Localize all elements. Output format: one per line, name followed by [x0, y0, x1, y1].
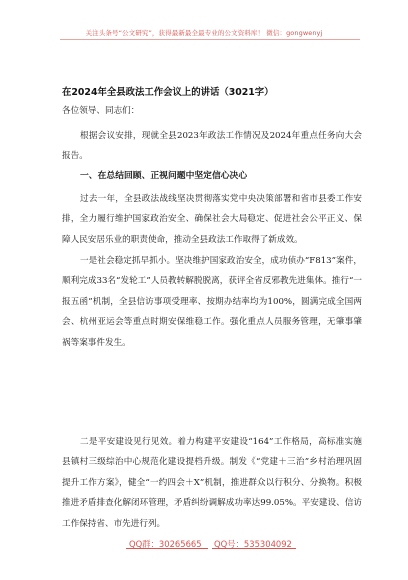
- salutation: 各位领导、同志们：: [62, 106, 140, 116]
- paragraph-safety: 二是平安建设见行见效。着力构建平安建设“164”工作格局，高标准实施县镇村三级综治中心规范化建设提档升级。制发《“党建＋三治”乡村治理巩固提升工作方案》，健全“一约四会＋X”机制，推进群众以行积分、分换物。积极推进矛盾排查化解闭环管理，矛盾纠纷调解成功率达99.05%。平安建设、信访工作保持省、市先进行列。: [62, 437, 362, 529]
- footer-underline-1: [126, 548, 208, 549]
- header-banner: 关注头条号“公文研究”，获得最新最全最专业的公文资料库！ 微信：gongwenyj: [85, 29, 323, 37]
- section-heading-1: 一、在总结回顾、正视问题中坚定信心决心: [80, 171, 248, 181]
- footer-qq-number[interactable]: QQ号：535304092: [214, 539, 292, 549]
- paragraph-intro: 根据会议安排，现就全县2023年政法工作情况及2024年重点任务向大会报告。: [62, 131, 362, 162]
- footer-qq-group[interactable]: QQ群：30265665: [129, 539, 202, 549]
- paragraph-review: 过去一年，全县政法战线坚决贯彻落实党中央决策部署和省市县委工作安排，全力履行维护国家政治安全、确保社会大局稳定、促进社会公平正义、保障人民安居乐业的职责使命，推动全县政法工作取得了新成效。: [62, 194, 362, 245]
- footer-underline-2: [212, 548, 296, 549]
- paragraph-stability: 一是社会稳定抓早抓小。坚决维护国家政治安全，成功侦办“F813”案件，顺利完成33名“发轮工”人员教转解脱脱离，获评全省反邪教先进集体。推行“一报五函”机制，全县信访事项受理率、按期办结率均为100%，圆满完成全国两会、杭州亚运会等重点时期安保维稳工作。强化重点人员服务管理，无肇事肇祸等案事件发生。: [62, 256, 362, 348]
- header-divider: [60, 39, 360, 40]
- document-title: 在2024年全县政法工作会议上的讲话（3021字）: [62, 87, 274, 98]
